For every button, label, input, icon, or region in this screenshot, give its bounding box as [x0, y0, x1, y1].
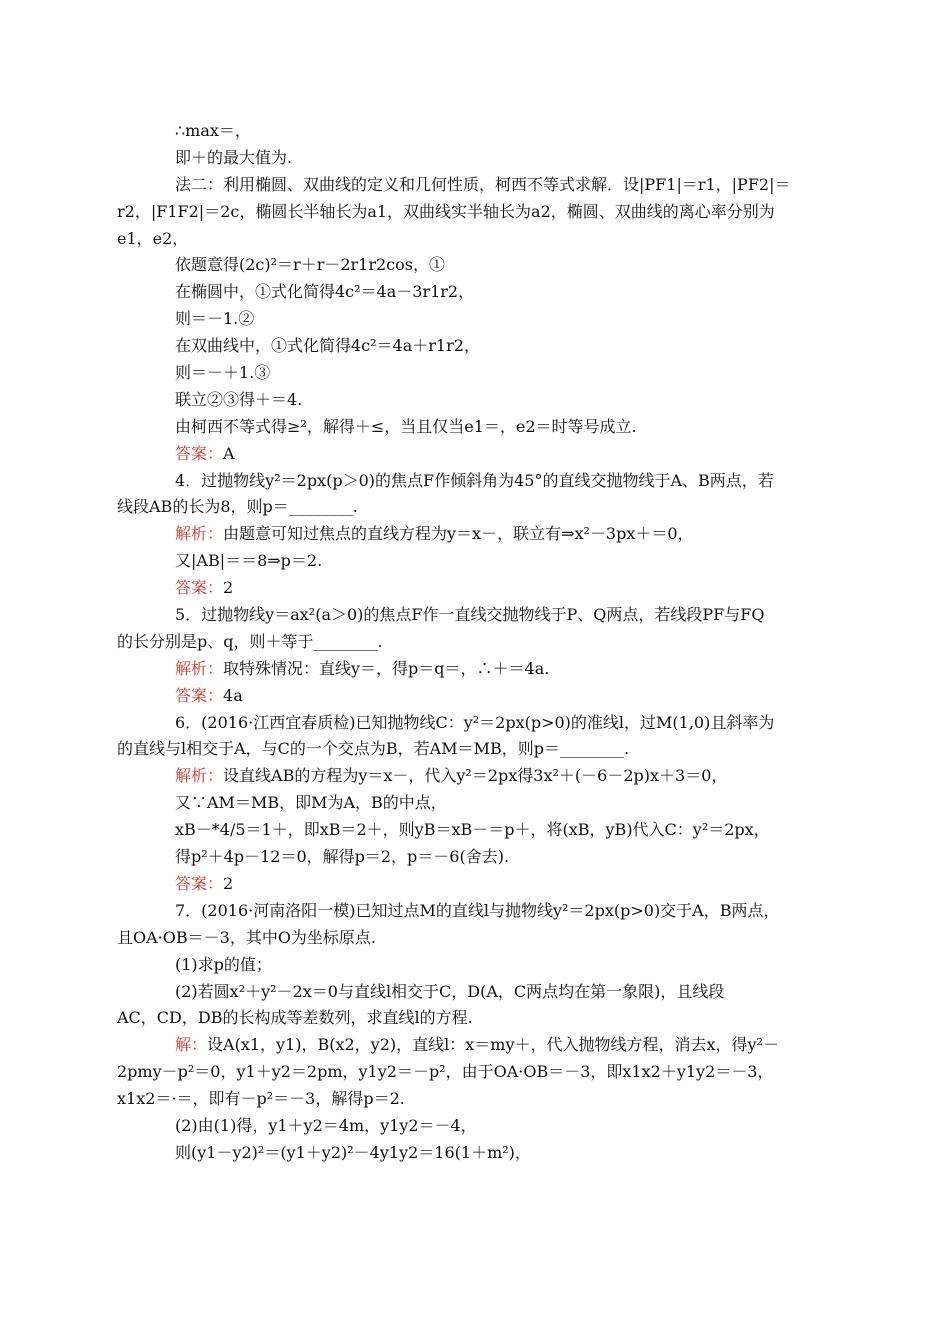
text-line — [117, 817, 835, 844]
text-line — [117, 279, 835, 306]
line-text: 在双曲线中，①式化简得4c²＝4a＋r1r2， — [175, 336, 480, 356]
line-text: 由柯西不等式得≥²，解得＋≤，当且仅当e1＝，e2＝时等号成立. — [175, 416, 637, 436]
text-line — [117, 387, 835, 414]
line-text: x1x2＝·＝，即有－p²＝－3，解得p＝2. — [117, 1089, 405, 1109]
line-text: 法二：利用椭圆、双曲线的定义和几何性质，柯西不等式求解．设|PF1|＝r1，|PF2|＝ — [175, 174, 791, 194]
text-line — [117, 1113, 835, 1140]
solution-label: 解： — [175, 1035, 208, 1055]
text-line — [117, 871, 835, 898]
line-text: 则(y1－y2)²＝(y1＋y2)²－4y1y2＝16(1＋m²)， — [175, 1142, 531, 1162]
text-line — [117, 252, 835, 279]
text-line — [117, 333, 835, 360]
line-text: A — [223, 443, 235, 463]
line-text: 由题意可知过焦点的直线方程为y＝x－，联立有⇒x²－3px＋＝0， — [223, 524, 694, 544]
line-text: 又|AB|＝＝8⇒p＝2. — [175, 551, 323, 571]
line-text: 取特殊情况：直线y＝，得p＝q＝，∴＋＝4a. — [223, 658, 550, 678]
answer-label: 答案： — [175, 685, 224, 705]
line-text: xB－*4/5＝1＋，即xB＝2＋，则yB＝xB－＝p＋，将(xB，yB)代入C：y²＝2px， — [175, 820, 770, 840]
line-text: AC，CD，DB的长构成等差数列，求直线l的方程. — [117, 1008, 473, 1028]
line-text: 设A(x1，y1)，B(x2，y2)，直线l：x＝my＋，代入抛物线方程，消去x，得y²－ — [207, 1035, 779, 1055]
text-line — [117, 1140, 835, 1167]
line-text: 又∵AM＝MB，即M为A，B的中点， — [175, 793, 447, 813]
text-line — [117, 118, 835, 145]
text-line — [117, 683, 835, 710]
line-text: 5．过抛物线y＝ax²(a＞0)的焦点F作一直线交抛物线于P、Q两点，若线段PF与FQ — [175, 605, 765, 625]
text-line — [117, 306, 835, 333]
text-line — [117, 172, 835, 199]
line-text: (2)若圆x²＋y²－2x＝0与直线l相交于C，D(A，C两点均在第一象限)，且线段 — [175, 981, 725, 1001]
line-text: 2pmy－p²＝0，y1＋y2＝2pm，y1y2＝－p²，由于OA·OB＝－3，即x1x2＋y1y2＝－3， — [117, 1062, 774, 1082]
line-text: 得p²＋4p－12＝0，解得p＝2，p＝－6(舍去). — [175, 847, 510, 867]
text-line — [117, 736, 835, 763]
analysis-label: 解析： — [175, 658, 224, 678]
document-page — [117, 118, 835, 1167]
text-line — [117, 952, 835, 979]
answer-label: 答案： — [175, 873, 224, 893]
text-line — [117, 360, 835, 387]
text-line — [117, 979, 835, 1006]
text-line — [117, 575, 835, 602]
text-line — [117, 226, 835, 253]
line-text: 4a — [223, 685, 243, 705]
line-text: 依题意得(2c)²＝r＋r－2r1r2cos，① — [175, 255, 445, 275]
line-text: 的长分别是p、q，则＋等于________. — [117, 631, 383, 651]
line-text: 即＋的最大值为. — [175, 147, 293, 167]
line-text: 则＝－＋1.③ — [175, 363, 271, 383]
text-line — [117, 844, 835, 871]
text-line — [117, 1032, 835, 1059]
line-text: 7．(2016·河南洛阳一模)已知过点M的直线l与抛物线y²＝2px(p>0)交于A，B两点， — [175, 900, 780, 920]
text-line — [117, 199, 835, 226]
text-line — [117, 790, 835, 817]
line-text: (1)求p的值； — [175, 954, 272, 974]
text-line — [117, 414, 835, 441]
line-text: (2)由(1)得，y1＋y2＝4m，y1y2＝－4， — [175, 1115, 477, 1135]
line-text: 6．(2016·江西宜春质检)已知抛物线C：y²＝2px(p>0)的准线l，过M(1,0)且斜率为 — [175, 712, 775, 732]
text-line — [117, 1086, 835, 1113]
text-line — [117, 656, 835, 683]
line-text: 在椭圆中，①式化简得4c²＝4a－3r1r2， — [175, 282, 475, 302]
answer-label: 答案： — [175, 578, 224, 598]
text-line — [117, 521, 835, 548]
line-text: ∴max＝， — [175, 121, 251, 140]
text-line — [117, 441, 835, 468]
answer-label: 答案： — [175, 443, 224, 463]
text-line — [117, 898, 835, 925]
text-line — [117, 710, 835, 737]
line-text: 线段AB的长为8，则p＝________. — [117, 497, 358, 517]
line-text: 则＝－1.② — [175, 309, 255, 329]
text-line — [117, 1005, 835, 1032]
text-line — [117, 925, 835, 952]
text-line — [117, 763, 835, 790]
line-text: 且OA·OB＝－3，其中O为坐标原点. — [117, 927, 377, 947]
line-text: 4．过抛物线y²＝2px(p＞0)的焦点F作倾斜角为45°的直线交抛物线于A、B两点，若 — [175, 470, 774, 490]
line-text: e1，e2， — [117, 228, 189, 248]
text-line — [117, 629, 835, 656]
text-line — [117, 1059, 835, 1086]
text-line — [117, 602, 835, 629]
analysis-label: 解析： — [175, 766, 224, 786]
line-text: 2 — [223, 578, 234, 598]
line-text: 联立②③得＋＝4. — [175, 389, 303, 409]
text-line — [117, 145, 835, 172]
text-line — [117, 548, 835, 575]
line-text: r2，|F1F2|＝2c，椭圆长半轴长为a1，双曲线实半轴长为a2，椭圆、双曲线的离心率分别为 — [117, 201, 775, 221]
text-line — [117, 468, 835, 495]
line-text: 的直线与l相交于A，与C的一个交点为B，若AM＝MB，则p＝________. — [117, 739, 630, 759]
line-text: 设直线AB的方程为y＝x－，代入y²＝2px得3x²＋(－6－2p)x＋3＝0， — [223, 766, 728, 786]
text-line — [117, 494, 835, 521]
line-text: 2 — [223, 873, 234, 893]
analysis-label: 解析： — [175, 524, 224, 544]
